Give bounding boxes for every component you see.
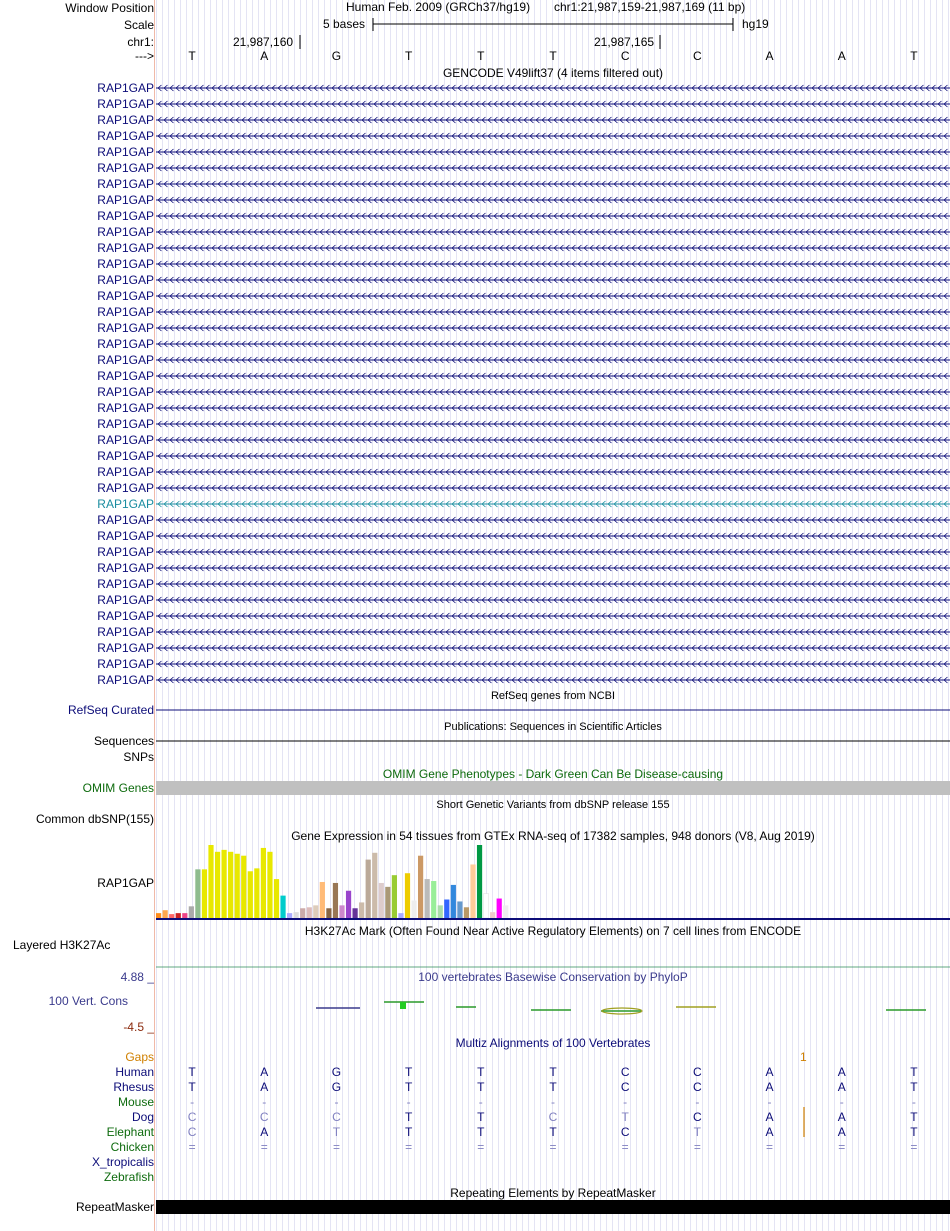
gtex-tissue-bar [405,873,410,918]
gtex-tissue-bar [261,848,266,918]
aligned-base: C [187,1125,197,1139]
gencode-item-label[interactable]: RAP1GAP [97,673,154,687]
aligned-base: - [911,1095,916,1109]
aligned-base: - [767,1095,772,1109]
gtex-tissue-bar [451,885,456,918]
gencode-item-label[interactable]: RAP1GAP [97,145,154,159]
aligned-base: C [620,1065,630,1079]
gtex-tissue-bar [464,907,469,918]
aligned-base: A [765,1065,774,1079]
phylop-track-label[interactable]: 100 Vert. Cons [48,994,128,1008]
aligned-base: C [693,1065,702,1079]
aligned-base: C [620,1080,630,1094]
species-label[interactable]: X_tropicalis [91,1155,154,1169]
gtex-tissue-bar [202,869,207,918]
gtex-tissue-bar [241,856,246,918]
base-letter: A [765,49,774,63]
aligned-base: T [477,1080,485,1094]
gtex-tissue-bar [431,881,436,918]
omim-track-label[interactable]: OMIM Genes [82,781,154,795]
gencode-item-label[interactable]: RAP1GAP [97,97,154,111]
aligned-base: T [910,1125,918,1139]
gtex-tissue-bar [346,891,351,918]
aligned-base: = [405,1140,413,1154]
species-label[interactable]: Mouse [117,1095,154,1109]
aligned-base: T [188,1080,196,1094]
aligned-base: T [404,1065,413,1079]
omim-bar [156,781,950,795]
aligned-base: T [188,1065,196,1079]
gtex-tissue-bar [372,853,377,918]
aligned-base: A [765,1110,774,1124]
gtex-tissue-bar [326,908,331,918]
position-text: chr1:21,987,159-21,987,169 (11 bp) [554,0,746,14]
omim-track-title: OMIM Gene Phenotypes - Dark Green Can Be Disease-causing [382,767,724,781]
aligned-base: A [837,1110,846,1124]
aligned-base: = [549,1140,557,1154]
gtex-tissue-bar [280,896,285,918]
gtex-tissue-bar [235,854,240,918]
species-label[interactable]: Human [115,1065,154,1079]
aligned-base: C [187,1110,197,1124]
aligned-base: = [838,1140,846,1154]
gencode-item-label[interactable]: RAP1GAP [97,465,154,479]
base-letter: A [837,49,846,63]
aligned-base: - [695,1095,700,1109]
gencode-item-label[interactable]: RAP1GAP [97,273,154,287]
aligned-base: - [190,1095,195,1109]
gtex-tissue-bar [418,856,423,918]
gencode-item-label[interactable]: RAP1GAP [97,577,154,591]
aligned-base: A [260,1125,269,1139]
base-letter: T [549,49,557,63]
base-letter: T [477,49,485,63]
gtex-tissue-bar [379,883,384,918]
publications-track-label[interactable]: Sequences [93,734,154,748]
gencode-item-label[interactable]: RAP1GAP [97,81,154,95]
repeatmasker-track-title: Repeating Elements by RepeatMasker [450,1186,656,1200]
aligned-base: T [693,1125,702,1139]
gtex-tissue-bar [366,860,371,918]
gtex-tissue-bar [169,914,174,918]
refseq-track-label[interactable]: RefSeq Curated [67,703,154,717]
gtex-track-title: Gene Expression in 54 tissues from GTEx RNA-seq of 17382 samples, 948 donors (V8, Aug 2019) [291,829,815,843]
aligned-base: = [693,1140,701,1154]
aligned-base: G [331,1080,342,1094]
gencode-item-label[interactable]: RAP1GAP [97,337,154,351]
gtex-tissue-bar [182,913,187,918]
aligned-base: G [331,1065,342,1079]
gtex-tissue-bar [208,845,213,918]
gtex-tissue-bar [189,906,194,918]
gencode-track-title: GENCODE V49lift37 (4 items filtered out) [442,66,664,80]
track-data-area[interactable] [156,0,950,1231]
base-letter: C [620,49,630,63]
aligned-base: T [404,1080,413,1094]
gtex-tissue-bar [307,907,312,918]
gap-count: 1 [800,1050,807,1064]
aligned-base: - [406,1095,411,1109]
gencode-item-label[interactable]: RAP1GAP [97,481,154,495]
gtex-tissue-bar [411,900,416,918]
gencode-item-label[interactable]: RAP1GAP [97,129,154,143]
aligned-base: - [334,1095,339,1109]
aligned-base: - [623,1095,628,1109]
aligned-base: A [765,1125,774,1139]
refseq-track-title: RefSeq genes from NCBI [490,690,616,702]
gtex-tissue-bar [274,879,279,918]
multiz-track-title: Multiz Alignments of 100 Vertebrates [455,1036,651,1050]
gencode-item-label[interactable]: RAP1GAP [97,449,154,463]
base-letter: G [331,49,342,63]
gencode-item-label[interactable]: RAP1GAP [97,545,154,559]
gtex-tissue-bar [300,908,305,918]
coord-label-2: 21,987,165 [594,35,655,49]
aligned-base: T [910,1065,918,1079]
aligned-base: = [260,1140,268,1154]
repeatmasker-track-label[interactable]: RepeatMasker [75,1200,154,1214]
gencode-item-label[interactable]: RAP1GAP [97,417,154,431]
gtex-tissue-bar [222,850,227,918]
gencode-item-label[interactable]: RAP1GAP [97,241,154,255]
aligned-base: = [188,1140,196,1154]
h3k27ac-track-label[interactable]: Layered H3K27Ac [13,938,111,952]
gtex-tissue-bar [392,875,397,918]
gencode-item-label[interactable]: RAP1GAP [97,641,154,655]
aligned-base: T [404,1125,413,1139]
gtex-track-label[interactable]: RAP1GAP [97,876,154,890]
gtex-tissue-bar [156,913,161,918]
aligned-base: C [693,1080,702,1094]
gtex-tissue-bar [490,912,495,918]
gtex-tissue-bar [425,879,430,918]
gtex-tissue-bar [444,900,449,918]
aligned-base: = [621,1140,629,1154]
gtex-tissue-bar [438,905,443,918]
phylop-track-title: 100 vertebrates Basewise Conservation by PhyloP [418,970,688,984]
aligned-base: A [765,1080,774,1094]
aligned-base: A [837,1065,846,1079]
aligned-base: - [478,1095,483,1109]
gtex-tissue-bar [339,905,344,918]
phylop-max-label: 4.88 _ [120,970,154,984]
base-letter: C [693,49,702,63]
species-label[interactable]: Rhesus [113,1080,154,1094]
gencode-item-label[interactable]: RAP1GAP [97,625,154,639]
aligned-base: T [477,1110,485,1124]
gencode-item-label[interactable]: RAP1GAP [97,305,154,319]
gtex-tissue-bar [313,905,318,918]
gtex-tissue-bar [176,913,181,918]
gtex-tissue-bar [267,852,272,918]
aligned-base: C [620,1125,630,1139]
aligned-base: T [477,1065,485,1079]
gencode-item-label[interactable]: RAP1GAP [97,497,154,511]
gaps-label: Gaps [125,1050,154,1064]
gtex-tissue-bar [248,871,253,918]
gencode-item-label[interactable]: RAP1GAP [97,657,154,671]
gencode-item-label[interactable]: RAP1GAP [97,609,154,623]
aligned-base: = [766,1140,774,1154]
aligned-base: - [262,1095,267,1109]
gtex-tissue-bar [457,901,462,918]
gencode-item-label[interactable]: RAP1GAP [97,209,154,223]
gencode-item-label[interactable]: RAP1GAP [97,401,154,415]
aligned-base: C [332,1110,341,1124]
aligned-base: T [332,1125,341,1139]
aligned-base: C [693,1110,702,1124]
gtex-tissue-bar [320,882,325,918]
gtex-tissue-bar [359,902,364,918]
aligned-base: T [910,1080,918,1094]
gencode-item-label[interactable]: RAP1GAP [97,529,154,543]
aligned-base: T [404,1110,413,1124]
gtex-tissue-bar [477,845,482,918]
chrom-label: chr1: [127,35,154,49]
coord-label-1: 21,987,160 [233,35,294,49]
phylop-peak [400,1002,406,1009]
gencode-item-label[interactable]: RAP1GAP [97,513,154,527]
gencode-item-label[interactable]: RAP1GAP [97,561,154,575]
species-label[interactable]: Elephant [106,1125,154,1139]
base-letter: T [910,49,918,63]
gtex-tissue-bar [287,913,292,918]
aligned-base: C [259,1110,269,1124]
aligned-base: = [477,1140,485,1154]
window-position-label: Window Position [65,1,154,15]
gtex-tissue-bar [503,905,508,918]
aligned-base: A [837,1125,846,1139]
gtex-tissue-bar [228,852,233,918]
gencode-item-label[interactable]: RAP1GAP [97,289,154,303]
gencode-item-label[interactable]: RAP1GAP [97,193,154,207]
gencode-item-label[interactable]: RAP1GAP [97,593,154,607]
gencode-item-label[interactable]: RAP1GAP [97,321,154,335]
gtex-tissue-bar [484,894,489,918]
gtex-tissue-bar [195,869,200,918]
gtex-tissue-bar [470,864,475,918]
species-label[interactable]: Zebrafish [103,1170,154,1184]
repeatmasker-bar [156,1200,950,1214]
gtex-tissue-bar [353,908,358,918]
aligned-base: = [332,1140,340,1154]
gtex-tissue-bar [294,912,299,918]
snps-track-label[interactable]: SNPs [123,750,154,764]
species-label[interactable]: Dog [131,1110,154,1124]
aligned-base: T [549,1125,557,1139]
gtex-tissue-bar [163,910,168,918]
gencode-item-label[interactable]: RAP1GAP [97,353,154,367]
aligned-base: = [910,1140,918,1154]
aligned-base: T [910,1110,918,1124]
db-text: hg19 [742,17,769,31]
aligned-base: A [837,1080,846,1094]
aligned-base: - [839,1095,844,1109]
gtex-tissue-bar [385,887,390,918]
base-letter: A [260,49,269,63]
gencode-item-label[interactable]: RAP1GAP [97,225,154,239]
base-letter: T [188,49,196,63]
species-label[interactable]: Chicken [110,1140,154,1154]
aligned-base: - [550,1095,555,1109]
aligned-base: T [549,1080,557,1094]
dbsnp-track-title: Short Genetic Variants from dbSNP release 155 [436,799,670,811]
gtex-tissue-bar [254,868,259,918]
gtex-tissue-bar [497,899,502,918]
publications-track-title: Publications: Sequences in Scientific Articles [444,721,662,733]
gencode-item-label[interactable]: RAP1GAP [97,257,154,271]
gencode-item-label[interactable]: RAP1GAP [97,177,154,191]
aligned-base: T [549,1065,557,1079]
phylop-min-label: -4.5 _ [123,1020,154,1034]
gencode-item-label[interactable]: RAP1GAP [97,369,154,383]
h3k27ac-track-title: H3K27Ac Mark (Often Found Near Active Regulatory Elements) on 7 cell lines from ENCODE [304,924,802,938]
assembly-text: Human Feb. 2009 (GRCh37/hg19) [346,0,531,14]
aligned-base: A [260,1065,269,1079]
gencode-item-label[interactable]: RAP1GAP [97,385,154,399]
dbsnp-track-label[interactable]: Common dbSNP(155) [35,812,154,826]
aligned-base: A [260,1080,269,1094]
base-letter: T [404,49,413,63]
gencode-item-label[interactable]: RAP1GAP [97,161,154,175]
strand-label: ---> [135,49,154,63]
gtex-tissue-bar [333,883,338,918]
scale-text: 5 bases [323,17,366,31]
scale-label: Scale [123,18,154,32]
gtex-tissue-bar [398,913,403,918]
track-label-column [0,0,154,1231]
aligned-base: C [548,1110,558,1124]
label-divider [154,0,155,1231]
gencode-item-label[interactable]: RAP1GAP [97,433,154,447]
aligned-base: T [621,1110,629,1124]
aligned-base: T [477,1125,485,1139]
gtex-tissue-bar [215,852,220,918]
gencode-item-label[interactable]: RAP1GAP [97,113,154,127]
